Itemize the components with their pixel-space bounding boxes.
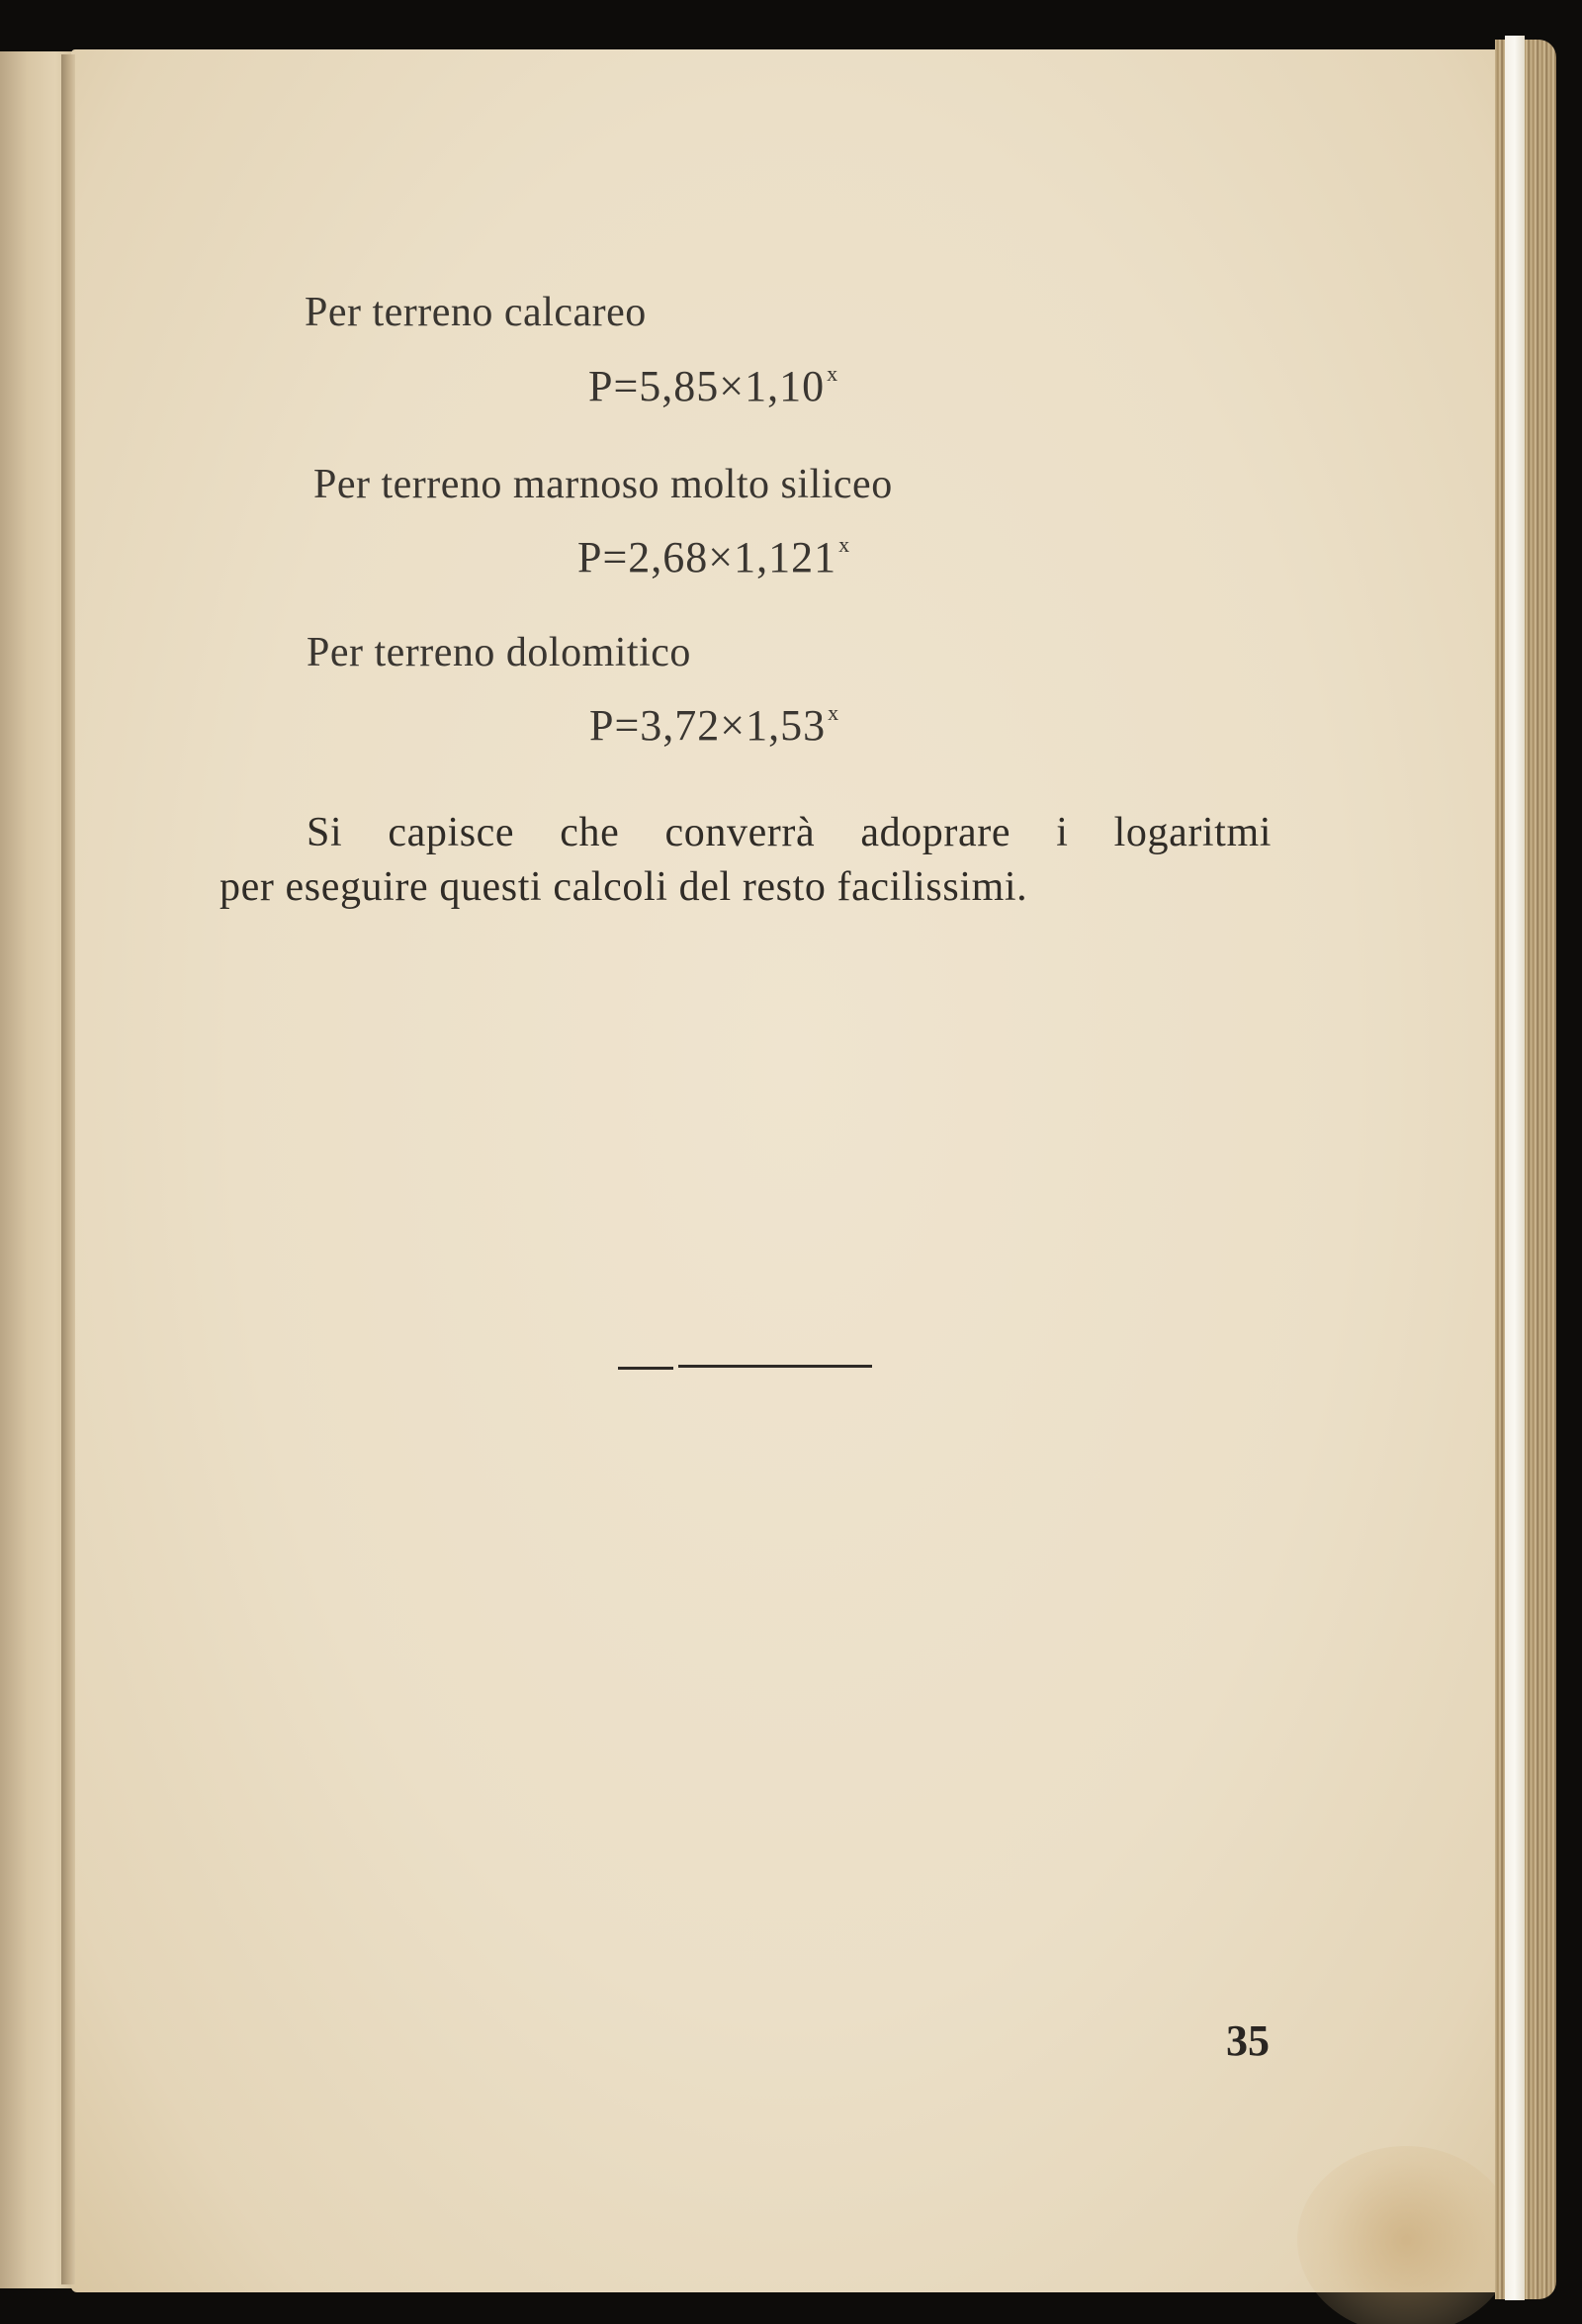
paragraph-line-2: per eseguire questi calcoli del resto facilissimi. [220,864,1028,910]
terrain-label-calcareous: Per terreno calcareo [305,290,647,335]
closing-paragraph [220,806,1272,915]
white-page-edge [1505,36,1525,2300]
end-rule-short [618,1367,673,1370]
formula-marly [577,532,850,582]
paper-stain [1297,2146,1515,2324]
formula-calcareous [588,361,838,411]
terrain-label-marly: Per terreno marnoso molto siliceo [313,462,893,507]
formula-exponent: x [827,361,839,386]
formula-exponent: x [838,532,851,557]
end-rule-long [678,1365,872,1368]
formula-base: P=2,68×1,121 [577,533,837,581]
paragraph-line-1: Si capisce che converrà adoprare i logaritmi [307,810,1272,855]
formula-base: P=3,72×1,53 [589,701,827,750]
formula-exponent: x [828,700,840,725]
formula-base: P=5,85×1,10 [588,362,826,410]
terrain-label-dolomitic: Per terreno dolomitico [307,630,691,675]
formula-dolomitic [589,700,839,751]
page-gutter [61,54,75,2284]
page-number: 35 [1226,2016,1270,2065]
